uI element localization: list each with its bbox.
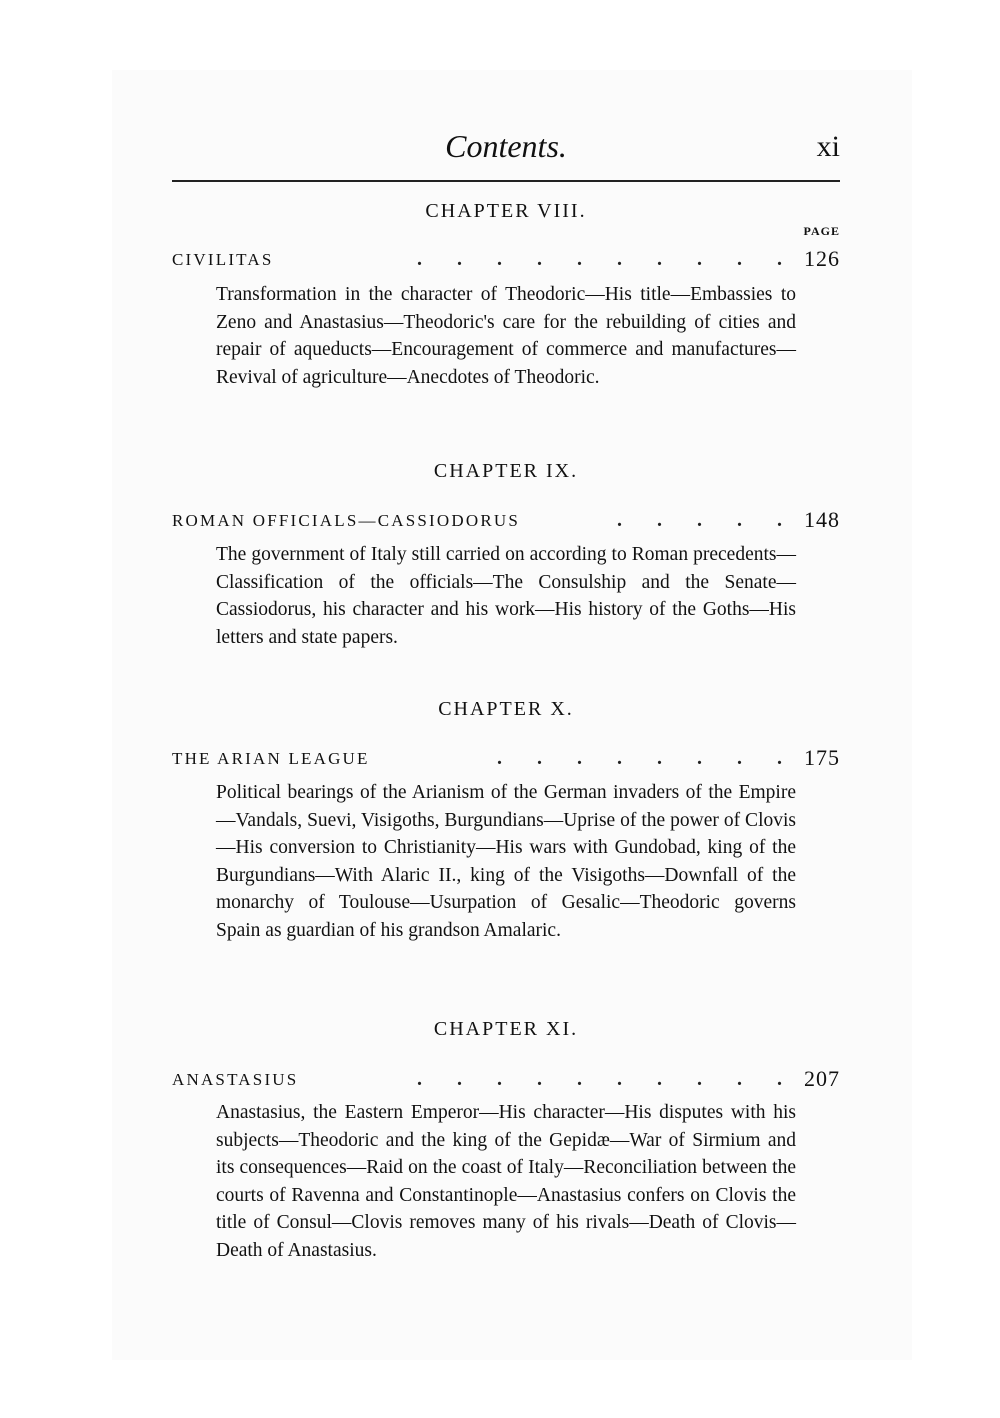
chapter-9-summary: The government of Italy still carried on according to Roman precedents—Classification of the officials—The Consulship and the Senate—Cassiodorus, his character and his work—His history of the Goths—His letters and state papers. (216, 544, 796, 648)
page-number: xi (816, 130, 840, 163)
header-rule (172, 180, 840, 182)
chapter-8-page: 126 (804, 246, 840, 271)
chapter-9-heading: CHAPTER IX. (433, 460, 579, 482)
chapter-10-summary: Political bearings of the Arianism of the German invaders of the Empire—Vandals, Suevi, Visigoths, Burgundians—Uprise of the power of Clovis—His conversion to Christianity—His wars with Gundobad, king of the Burgundians—With Alaric II., king of the Visigoths—Downfall of the monarchy of Toulouse—Usurpation of Gesalic—Theodoric governs Spain as guardian of his grandson Amalaric. (216, 782, 796, 941)
page-column-label: PAGE (803, 224, 840, 238)
chapter-10-title: THE ARIAN LEAGUE (172, 749, 370, 768)
dot-leader: . . . . . . . . . . (417, 1068, 792, 1090)
chapter-8-title: CIVILITAS (172, 250, 274, 269)
dot-leader: . . . . . . . . (497, 747, 792, 769)
chapter-9-page: 148 (804, 507, 840, 532)
chapter-9-title: ROMAN OFFICIALS—CASSIODORUS (172, 511, 520, 530)
chapter-11-summary: Anastasius, the Eastern Emperor—His character—His disputes with his subjects—Theodoric and the king of the Gepidæ—War of Sirmium and its consequences—Raid on the coast of Italy—Reconciliation between the courts of Ravenna and Constantinople—Anastasius confers on Clovis the title of Consul—Clovis removes many of his rivals—Death of Clovis—Death of Anastasius. (216, 1102, 796, 1261)
chapter-8-entry[interactable] (172, 246, 840, 274)
chapter-11-title: ANASTASIUS (172, 1070, 299, 1089)
chapter-11-heading: CHAPTER XI. (433, 1018, 579, 1040)
chapter-9-entry[interactable] (172, 507, 840, 535)
page-header (172, 128, 840, 168)
dot-leader: . . . . . . . . . . (417, 248, 792, 270)
running-title: Contents. (445, 128, 567, 164)
chapter-10-entry[interactable] (172, 745, 840, 773)
chapter-10-page: 175 (804, 745, 840, 770)
chapter-10-heading: CHAPTER X. (438, 698, 574, 720)
chapter-8-summary: Transformation in the character of Theodoric—His title—Embassies to Zeno and Anastasius—Theodoric's care for the rebuilding of cities and repair of aqueducts—Encouragement of commerce and manufactures—Revival of agriculture—Anecdotes of Theodoric. (216, 284, 796, 388)
chapter-8-heading: CHAPTER VIII. (425, 200, 587, 222)
chapter-11-page: 207 (804, 1066, 840, 1091)
dot-leader: . . . . . (617, 509, 792, 531)
chapter-11-entry[interactable] (172, 1066, 840, 1094)
